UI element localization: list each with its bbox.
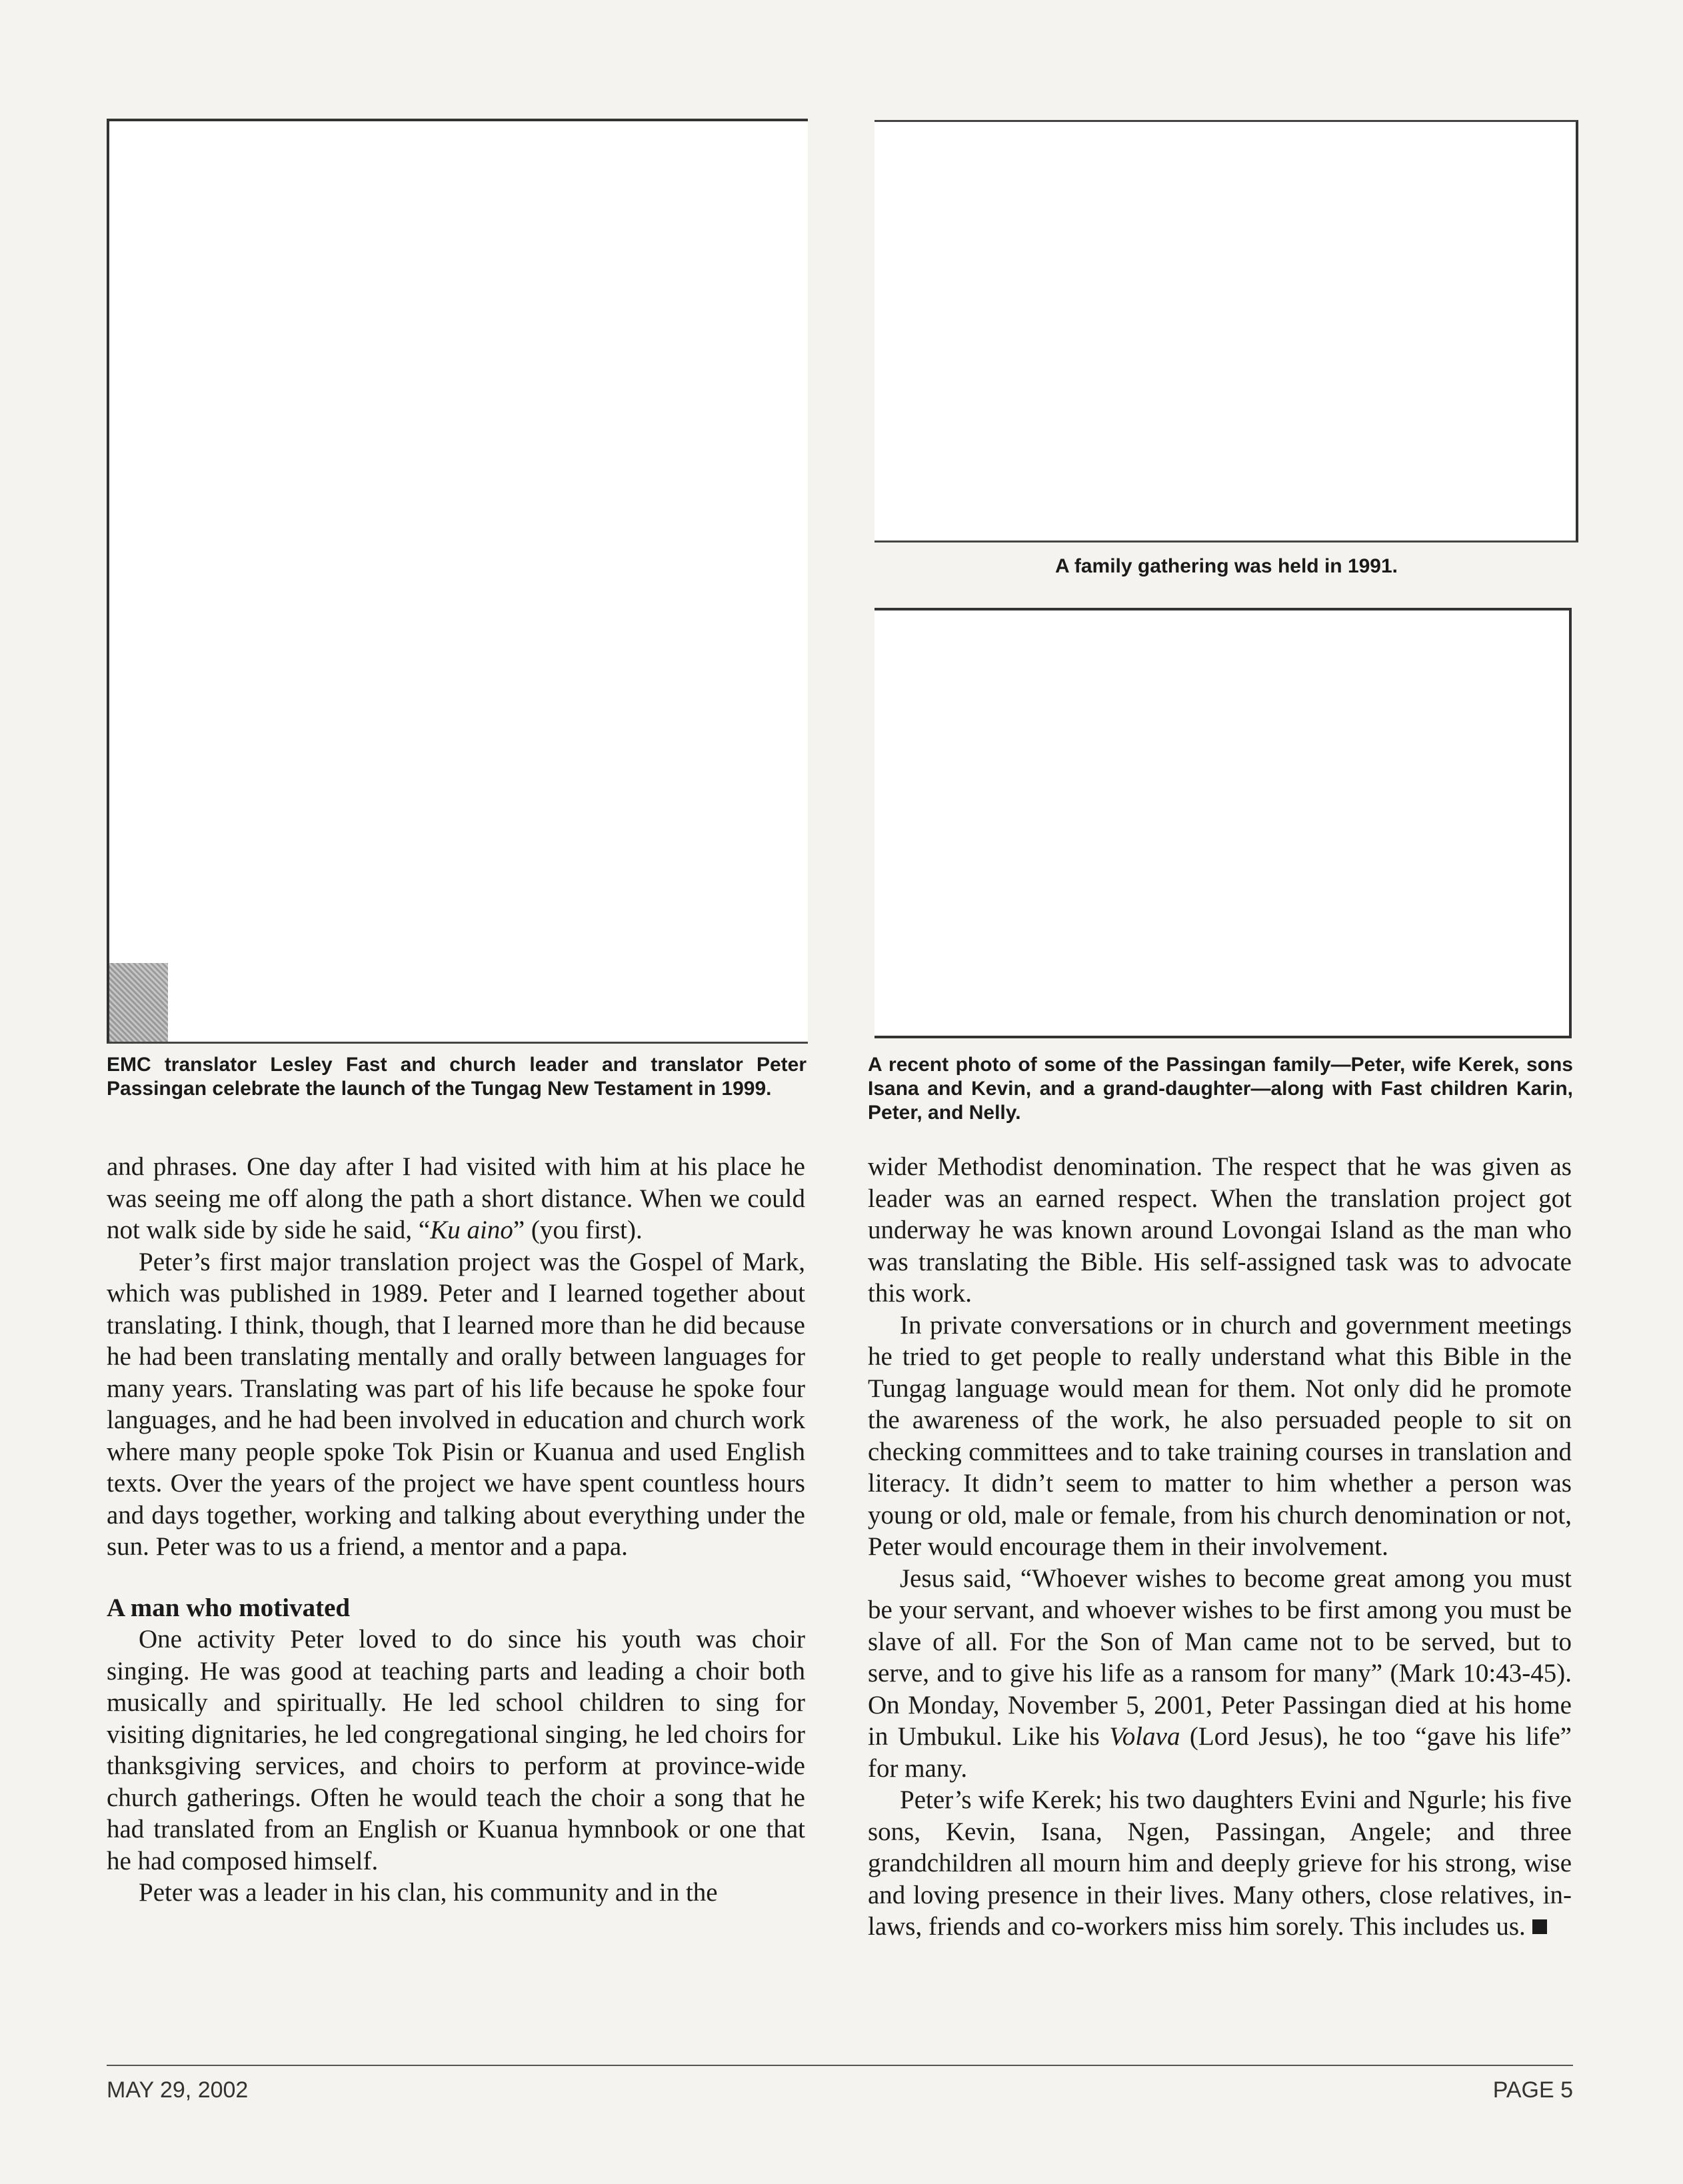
article-paragraph (107, 1151, 805, 1246)
footer-divider (107, 2065, 1573, 2066)
footer-page-number: PAGE 5 (1492, 2077, 1573, 2103)
photo-passingan-family (874, 608, 1572, 1038)
article-paragraph: Peter’s first major translation project was the Gospel of Mark, which was published in 1989. Peter and I learned together about translating. I think, though, that I learned more than he did because he had been translating mentally and orally between languages for many years. Translating was part of his life because he spoke four languages, and he had been involved in education and church work where many people spoke Tok Pisin or Kuanua and used English texts. Over the years of the project we have spent countless hours and days together, working and talking about everything under the sun. Peter was to us a friend, a mentor and a papa. (107, 1247, 805, 1561)
italic-phrase: Volava (1109, 1722, 1180, 1751)
italic-phrase: Ku aino (430, 1216, 513, 1244)
photo-launch-celebration (107, 119, 808, 1044)
photo-family-gathering (874, 120, 1578, 543)
section-heading: A man who motivated (107, 1593, 351, 1622)
paragraph-text: Peter’s wife Kerek; his two daughters Evini and Ngurle; his five sons, Kevin, Isana, Ngen, Passingan, Angele; and three grandchildren all mourn him and deeply grieve for his strong, wise and loving presence in their lives. Many others, close relatives, in-laws, friends and co-workers miss him sorely. This includes us. (868, 1785, 1572, 1941)
end-mark-icon (1532, 1919, 1547, 1934)
article-column-right (868, 1151, 1572, 1943)
article-paragraph: Peter was a leader in his clan, his community and in the (139, 1878, 718, 1907)
paragraph-text: (Lord Jesus), he too “gave his life” for many. (868, 1722, 1572, 1783)
article-paragraph (868, 1784, 1572, 1943)
footer-date: MAY 29, 2002 (107, 2077, 249, 2103)
article-paragraph: wider Methodist denomination. The respect that he was given as leader was an earned respect. When the translation project got underway he was known around Lovongai Island as the man who was translating the Bible. His self-assigned task was to advocate this work. (868, 1152, 1572, 1308)
paragraph-text: ” (you first). (513, 1216, 643, 1244)
photo-caption-family-gathering: A family gathering was held in 1991. (1054, 555, 1398, 577)
article-paragraph: One activity Peter loved to do since his youth was choir singing. He was good at teaching parts and leading a choir both musically and spiritually. He led school children to sing for visiting dignitaries, he led congregational singing, he led choirs for thanksgiving services, and choirs to perform at province-wide church gatherings. Often he would teach the choir a song that he had translated from an English or Kuanua hymnbook or one that he had composed himself. (107, 1625, 805, 1875)
photo-caption-passingan-family: A recent photo of some of the Passingan family—Peter, wife Kerek, sons Isana and Kevin, and a grand-daughter—along with Fast children Karin, Peter, and Nelly. (868, 1054, 1573, 1124)
photo-caption-launch: EMC translator Lesley Fast and church leader and translator Peter Passingan celebrate the launch of the Tungag New Testament in 1999. (107, 1054, 807, 1100)
paragraph-text: and phrases. One day after I had visited with him at his place he was seeing me off along the path a short distance. When we could not walk side by side he said, “ (107, 1152, 805, 1244)
photo-corner-patch (109, 963, 168, 1042)
article-paragraph: In private conversations or in church and government meetings he tried to get people to really understand what this Bible in the Tungag language would mean for them. Not only did he promote the awareness of the work, he also persuaded people to sit on checking committees and to take training courses in translation and literacy. It didn’t seem to matter to him whether a person was young or old, male or female, from his church denomination or not, Peter would encourage them in their involvement. (868, 1310, 1572, 1561)
article-paragraph (868, 1563, 1572, 1785)
paragraph-text: Jesus said, “Whoever wishes to become great among you must be your servant, and whoever wishes to be first among you must be slave of all. For the Son of Man came not to be served, but to serve, and to give his life as a ransom for many” (Mark 10:43-45). On Monday, November 5, 2001, Peter Passingan died at his home in Umbukul. Like his (868, 1564, 1572, 1751)
article-column-left (107, 1151, 805, 1909)
